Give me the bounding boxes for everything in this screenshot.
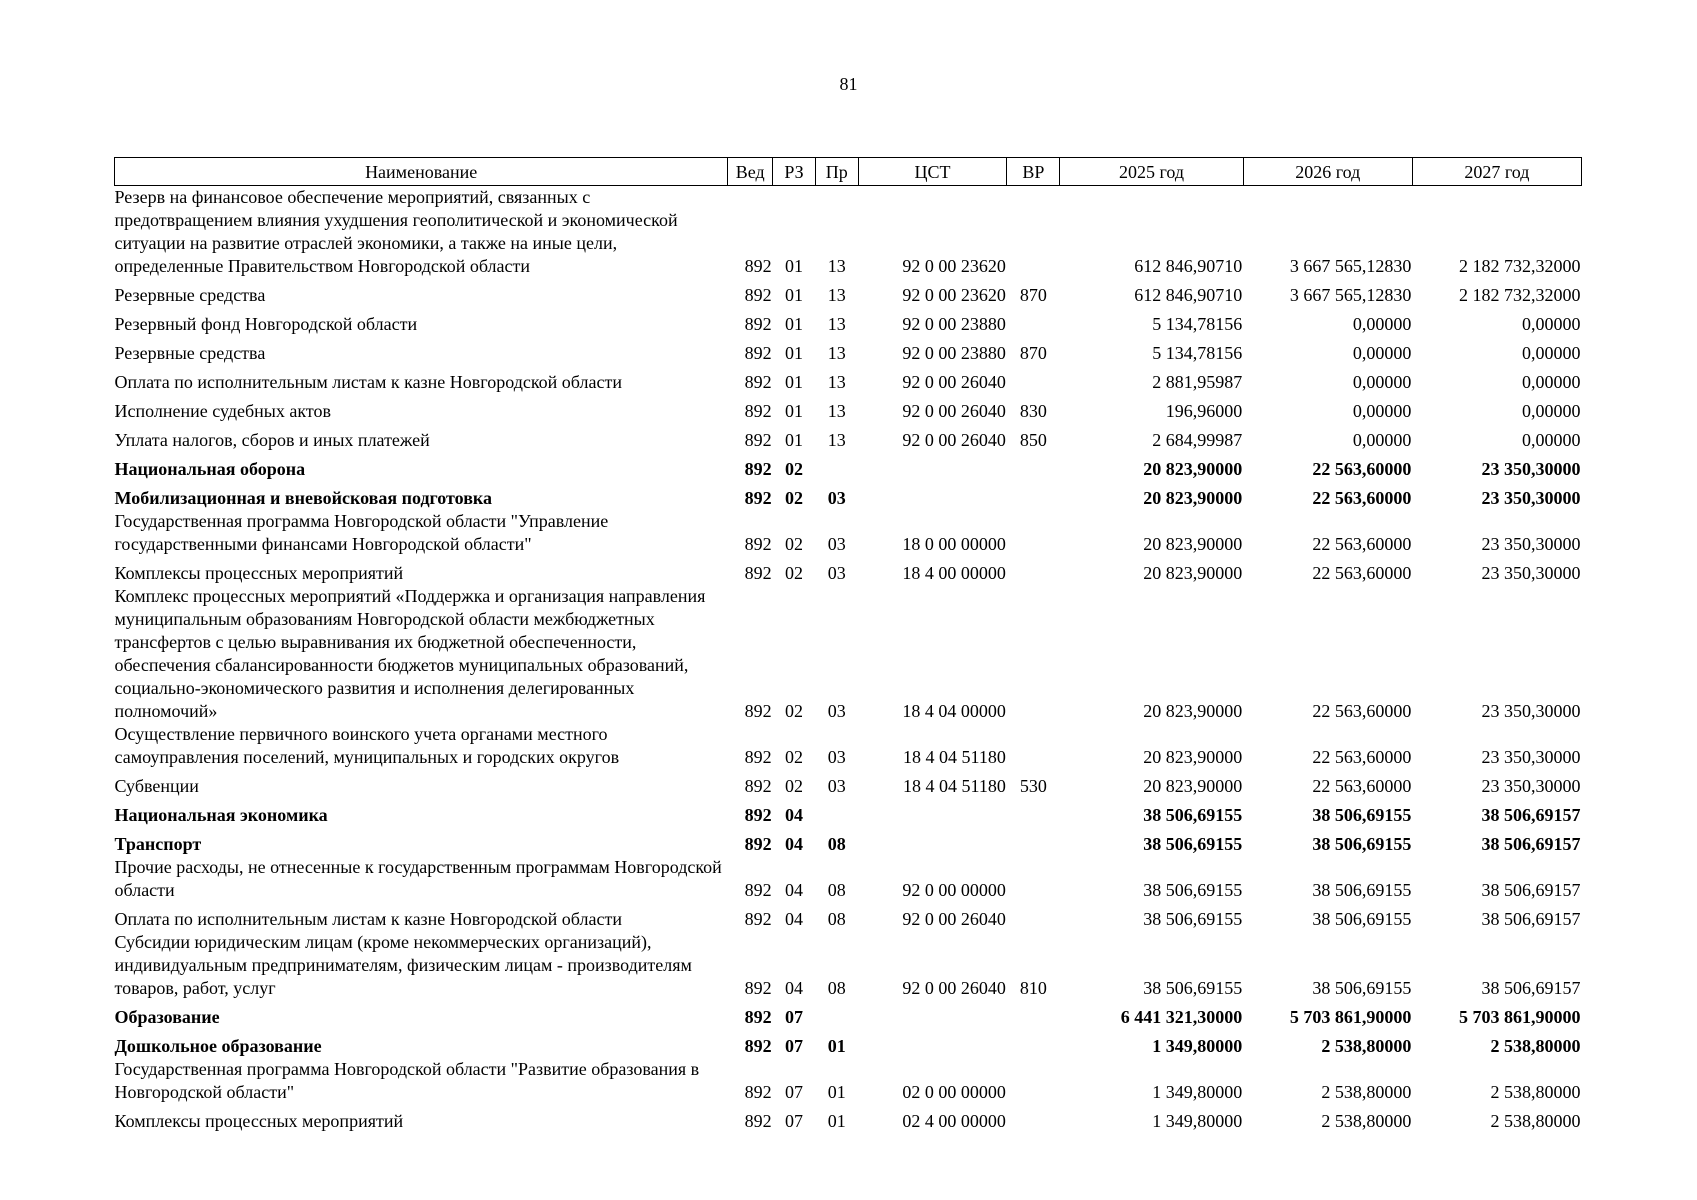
cell-pr: 13 <box>827 430 846 450</box>
cell-2025: 612 846,90710 <box>1134 256 1243 276</box>
cell-2026: 38 506,69155 <box>1312 978 1412 998</box>
cell-name: Исполнение судебных актов <box>114 401 332 421</box>
cell-ved: 892 <box>744 563 772 583</box>
cell-ved: 892 <box>744 372 772 392</box>
cell-name: Оплата по исполнительным листам к казне Новгородской области <box>114 909 622 929</box>
cell-vr: 810 <box>1019 978 1047 998</box>
cell-2027: 0,00000 <box>1522 343 1581 363</box>
table-row <box>115 365 1582 394</box>
cell-pr: 13 <box>827 285 846 305</box>
cell-2025: 2 684,99987 <box>1152 430 1243 450</box>
cell-cst <box>858 798 1007 827</box>
cell-name: Резерв на финансовое обеспечение мероприятий, связанных с предотвращением влияния ухудшения геополитической и экономической ситуации на развитие отраслей экономики, а также на иные цели, определенные Правительством Новгородской области <box>114 187 678 276</box>
cell-name: Комплекс процессных мероприятий «Поддержка и организация направления муниципальным образованиям Новгородской области межбюджетных трансфертов с целью выравнивания их бюджетной обеспеченности, обеспечения сбалансированности бюджетов муниципальных образований, социально-экономического развития и исполнения делегированных полномочий» <box>114 586 706 721</box>
cell-vr <box>1007 798 1060 827</box>
cell-2025: 1 349,80000 <box>1152 1082 1243 1102</box>
table-row <box>115 931 1582 1000</box>
header-2025: 2025 год <box>1060 158 1243 186</box>
cell-name: Резервные средства <box>114 343 266 363</box>
cell-2025: 20 823,90000 <box>1143 459 1243 479</box>
cell-rz: 02 <box>784 459 803 479</box>
cell-2025: 38 506,69155 <box>1143 880 1243 900</box>
cell-cst: 02 0 00 00000 <box>902 1082 1006 1102</box>
cell-2026: 22 563,60000 <box>1312 563 1412 583</box>
cell-vr <box>1007 307 1060 336</box>
cell-ved: 892 <box>744 1036 772 1056</box>
cell-2025: 20 823,90000 <box>1143 534 1243 554</box>
page-number: 81 <box>839 74 858 94</box>
cell-2026: 2 538,80000 <box>1321 1082 1412 1102</box>
cell-2026: 2 538,80000 <box>1321 1036 1412 1056</box>
cell-name: Оплата по исполнительным листам к казне Новгородской области <box>114 372 622 392</box>
cell-2027: 38 506,69157 <box>1481 909 1581 929</box>
table-row <box>115 723 1582 769</box>
cell-vr <box>1007 481 1060 510</box>
cell-name: Прочие расходы, не отнесенные к государственным программам Новгородской области <box>114 857 722 900</box>
cell-rz: 01 <box>784 314 803 334</box>
cell-cst: 92 0 00 26040 <box>902 978 1006 998</box>
budget-table <box>114 157 1582 1133</box>
cell-rz: 02 <box>784 534 803 554</box>
cell-rz: 07 <box>784 1036 803 1056</box>
cell-rz: 07 <box>784 1111 803 1131</box>
cell-pr: 01 <box>827 1036 846 1056</box>
cell-name: Национальная оборона <box>114 459 306 479</box>
cell-ved: 892 <box>744 1111 772 1131</box>
cell-rz: 07 <box>784 1007 803 1027</box>
cell-vr: 830 <box>1019 401 1047 421</box>
cell-pr: 13 <box>827 343 846 363</box>
cell-rz: 04 <box>784 880 803 900</box>
cell-pr: 13 <box>827 314 846 334</box>
cell-2026: 5 703 861,90000 <box>1289 1007 1412 1027</box>
cell-rz: 07 <box>784 1082 803 1102</box>
cell-2025: 1 349,80000 <box>1152 1036 1243 1056</box>
table-row <box>115 769 1582 798</box>
cell-ved: 892 <box>744 805 772 825</box>
table-row <box>115 423 1582 452</box>
cell-name: Субвенции <box>114 776 199 796</box>
table-row <box>115 585 1582 723</box>
cell-pr: 08 <box>827 978 846 998</box>
cell-ved: 892 <box>744 776 772 796</box>
header-rz: РЗ <box>773 158 816 186</box>
cell-vr <box>1007 510 1060 556</box>
cell-vr <box>1007 723 1060 769</box>
cell-name: Мобилизационная и вневойсковая подготовка <box>114 488 493 508</box>
cell-rz: 01 <box>784 430 803 450</box>
table-row <box>115 186 1582 279</box>
cell-2027: 0,00000 <box>1522 314 1581 334</box>
cell-2026: 2 538,80000 <box>1321 1111 1412 1131</box>
cell-cst: 92 0 00 26040 <box>902 372 1006 392</box>
cell-ved: 892 <box>744 256 772 276</box>
cell-name: Образование <box>114 1007 220 1027</box>
cell-name: Транспорт <box>114 834 202 854</box>
cell-2027: 23 350,30000 <box>1481 459 1581 479</box>
cell-ved: 892 <box>744 285 772 305</box>
cell-pr: 03 <box>827 534 846 554</box>
cell-2027: 23 350,30000 <box>1481 563 1581 583</box>
cell-2026: 22 563,60000 <box>1312 701 1412 721</box>
cell-2025: 6 441 321,30000 <box>1120 1007 1243 1027</box>
cell-vr <box>1007 556 1060 585</box>
table-row <box>115 856 1582 902</box>
cell-name: Резервный фонд Новгородской области <box>114 314 418 334</box>
cell-pr: 08 <box>827 880 846 900</box>
cell-2026: 22 563,60000 <box>1312 488 1412 508</box>
cell-name: Резервные средства <box>114 285 266 305</box>
cell-2027: 23 350,30000 <box>1481 776 1581 796</box>
cell-2027: 0,00000 <box>1522 430 1581 450</box>
cell-vr: 870 <box>1019 343 1047 363</box>
cell-2027: 23 350,30000 <box>1481 534 1581 554</box>
cell-vr <box>1007 856 1060 902</box>
cell-2025: 5 134,78156 <box>1152 314 1243 334</box>
cell-2025: 38 506,69155 <box>1143 834 1243 854</box>
cell-pr: 13 <box>827 256 846 276</box>
cell-cst: 92 0 00 23880 <box>902 343 1006 363</box>
cell-cst: 18 4 04 51180 <box>903 776 1006 796</box>
cell-2026: 0,00000 <box>1352 372 1412 392</box>
cell-ved: 892 <box>744 909 772 929</box>
cell-2027: 38 506,69157 <box>1481 805 1581 825</box>
cell-2025: 20 823,90000 <box>1143 563 1243 583</box>
cell-2025: 2 881,95987 <box>1152 372 1243 392</box>
cell-ved: 892 <box>744 1082 772 1102</box>
cell-2025: 5 134,78156 <box>1152 343 1243 363</box>
cell-name: Субсидии юридическим лицам (кроме некоммерческих организаций), индивидуальным предпринимателям, физическим лицам - производителям товаров, работ, услуг <box>114 932 692 998</box>
cell-name: Комплексы процессных мероприятий <box>114 1111 404 1131</box>
cell-2027: 2 538,80000 <box>1490 1082 1581 1102</box>
cell-2025: 196,96000 <box>1165 401 1243 421</box>
header-ved: Вед <box>728 158 773 186</box>
cell-vr: 530 <box>1019 776 1047 796</box>
cell-rz: 02 <box>784 488 803 508</box>
table-row <box>115 1104 1582 1133</box>
cell-2026: 38 506,69155 <box>1312 909 1412 929</box>
cell-ved: 892 <box>744 978 772 998</box>
cell-name: Дошкольное образование <box>114 1036 322 1056</box>
cell-pr <box>815 798 858 827</box>
cell-cst: 92 0 00 23620 <box>902 256 1006 276</box>
table-body <box>115 186 1582 1134</box>
cell-2027: 38 506,69157 <box>1481 978 1581 998</box>
cell-2026: 22 563,60000 <box>1312 534 1412 554</box>
cell-2025: 38 506,69155 <box>1143 978 1243 998</box>
cell-rz: 04 <box>784 834 803 854</box>
cell-pr: 03 <box>827 701 846 721</box>
cell-rz: 01 <box>784 372 803 392</box>
cell-pr: 03 <box>827 488 846 508</box>
cell-2027: 38 506,69157 <box>1481 834 1581 854</box>
header-cst: ЦСТ <box>858 158 1007 186</box>
cell-2026: 0,00000 <box>1352 430 1412 450</box>
cell-cst: 92 0 00 23880 <box>902 314 1006 334</box>
cell-rz: 01 <box>784 401 803 421</box>
cell-pr: 13 <box>827 401 846 421</box>
cell-vr <box>1007 1029 1060 1058</box>
header-vr: ВР <box>1007 158 1060 186</box>
cell-cst <box>858 481 1007 510</box>
cell-cst: 02 4 00 00000 <box>902 1111 1006 1131</box>
table-row <box>115 307 1582 336</box>
cell-2026: 38 506,69155 <box>1312 805 1412 825</box>
header-2026: 2026 год <box>1243 158 1412 186</box>
cell-2026: 38 506,69155 <box>1312 880 1412 900</box>
table-row <box>115 798 1582 827</box>
header-2027: 2027 год <box>1412 158 1581 186</box>
cell-vr <box>1007 827 1060 856</box>
cell-cst: 18 4 00 00000 <box>902 563 1006 583</box>
cell-2025: 20 823,90000 <box>1143 776 1243 796</box>
cell-2026: 22 563,60000 <box>1312 459 1412 479</box>
cell-cst: 92 0 00 00000 <box>902 880 1006 900</box>
table-row <box>115 452 1582 481</box>
cell-2025: 20 823,90000 <box>1143 701 1243 721</box>
cell-cst <box>858 1029 1007 1058</box>
cell-vr <box>1007 186 1060 279</box>
cell-rz: 04 <box>784 805 803 825</box>
table-row <box>115 1029 1582 1058</box>
cell-2025: 20 823,90000 <box>1143 488 1243 508</box>
cell-rz: 01 <box>784 343 803 363</box>
cell-pr: 08 <box>827 834 846 854</box>
cell-ved: 892 <box>744 834 772 854</box>
cell-2027: 5 703 861,90000 <box>1459 1007 1581 1027</box>
cell-cst <box>858 1000 1007 1029</box>
cell-cst: 18 4 04 51180 <box>903 747 1006 767</box>
cell-ved: 892 <box>744 314 772 334</box>
cell-cst: 92 0 00 26040 <box>902 430 1006 450</box>
cell-vr <box>1007 1058 1060 1104</box>
cell-2027: 0,00000 <box>1522 372 1581 392</box>
cell-vr: 870 <box>1019 285 1047 305</box>
cell-rz: 04 <box>784 978 803 998</box>
table-row <box>115 1000 1582 1029</box>
cell-ved: 892 <box>744 430 772 450</box>
cell-2026: 22 563,60000 <box>1312 747 1412 767</box>
header-name: Наименование <box>115 158 728 186</box>
cell-2025: 20 823,90000 <box>1143 747 1243 767</box>
cell-2026: 3 667 565,12830 <box>1289 285 1412 305</box>
cell-rz: 02 <box>784 701 803 721</box>
table-row <box>115 556 1582 585</box>
cell-rz: 02 <box>784 747 803 767</box>
cell-vr <box>1007 1104 1060 1133</box>
cell-2027: 2 538,80000 <box>1490 1111 1581 1131</box>
cell-2027: 23 350,30000 <box>1481 488 1581 508</box>
table-row <box>115 336 1582 365</box>
cell-name: Государственная программа Новгородской области "Развитие образования в Новгородской области" <box>114 1059 700 1102</box>
cell-2025: 612 846,90710 <box>1134 285 1243 305</box>
cell-cst: 92 0 00 26040 <box>902 909 1006 929</box>
table-row <box>115 394 1582 423</box>
cell-pr: 03 <box>827 563 846 583</box>
cell-cst <box>858 827 1007 856</box>
cell-rz: 02 <box>784 563 803 583</box>
cell-name: Комплексы процессных мероприятий <box>114 563 404 583</box>
table-row <box>115 481 1582 510</box>
cell-name: Государственная программа Новгородской области "Управление государственными финансами Новгородской области" <box>114 511 609 554</box>
table-row <box>115 827 1582 856</box>
cell-vr <box>1007 585 1060 723</box>
cell-vr <box>1007 365 1060 394</box>
cell-ved: 892 <box>744 747 772 767</box>
cell-cst: 18 0 00 00000 <box>902 534 1006 554</box>
cell-name: Уплата налогов, сборов и иных платежей <box>114 430 430 450</box>
cell-2027: 2 182 732,32000 <box>1459 285 1581 305</box>
cell-2025: 38 506,69155 <box>1143 909 1243 929</box>
cell-vr: 850 <box>1019 430 1047 450</box>
cell-vr <box>1007 452 1060 481</box>
cell-rz: 01 <box>784 256 803 276</box>
cell-pr: 01 <box>827 1082 846 1102</box>
cell-2027: 2 182 732,32000 <box>1459 256 1581 276</box>
cell-rz: 02 <box>784 776 803 796</box>
cell-ved: 892 <box>744 880 772 900</box>
cell-ved: 892 <box>744 459 772 479</box>
cell-cst: 18 4 04 00000 <box>902 701 1006 721</box>
table-header <box>115 158 1582 186</box>
cell-pr: 08 <box>827 909 846 929</box>
table-row <box>115 902 1582 931</box>
cell-2026: 3 667 565,12830 <box>1289 256 1412 276</box>
header-pr: Пр <box>815 158 858 186</box>
cell-ved: 892 <box>744 1007 772 1027</box>
cell-pr <box>815 452 858 481</box>
cell-2026: 0,00000 <box>1352 314 1412 334</box>
cell-ved: 892 <box>744 488 772 508</box>
cell-ved: 892 <box>744 701 772 721</box>
cell-name: Осуществление первичного воинского учета органами местного самоуправления поселений, муниципальных и городских округов <box>114 724 620 767</box>
cell-pr <box>815 1000 858 1029</box>
cell-ved: 892 <box>744 343 772 363</box>
cell-pr: 01 <box>827 1111 846 1131</box>
cell-ved: 892 <box>744 534 772 554</box>
cell-vr <box>1007 902 1060 931</box>
cell-cst <box>858 452 1007 481</box>
table-row <box>115 278 1582 307</box>
cell-2025: 1 349,80000 <box>1152 1111 1243 1131</box>
cell-name: Национальная экономика <box>114 805 328 825</box>
cell-rz: 04 <box>784 909 803 929</box>
cell-pr: 13 <box>827 372 846 392</box>
cell-2027: 38 506,69157 <box>1481 880 1581 900</box>
cell-2027: 2 538,80000 <box>1490 1036 1581 1056</box>
cell-cst: 92 0 00 26040 <box>902 401 1006 421</box>
cell-2026: 38 506,69155 <box>1312 834 1412 854</box>
cell-2027: 23 350,30000 <box>1481 747 1581 767</box>
cell-cst: 92 0 00 23620 <box>902 285 1006 305</box>
cell-2025: 38 506,69155 <box>1143 805 1243 825</box>
cell-2026: 22 563,60000 <box>1312 776 1412 796</box>
cell-pr: 03 <box>827 747 846 767</box>
cell-2027: 0,00000 <box>1522 401 1581 421</box>
table-row <box>115 1058 1582 1104</box>
cell-2026: 0,00000 <box>1352 343 1412 363</box>
cell-vr <box>1007 1000 1060 1029</box>
cell-2026: 0,00000 <box>1352 401 1412 421</box>
cell-rz: 01 <box>784 285 803 305</box>
table-row <box>115 510 1582 556</box>
cell-2027: 23 350,30000 <box>1481 701 1581 721</box>
cell-ved: 892 <box>744 401 772 421</box>
cell-pr: 03 <box>827 776 846 796</box>
